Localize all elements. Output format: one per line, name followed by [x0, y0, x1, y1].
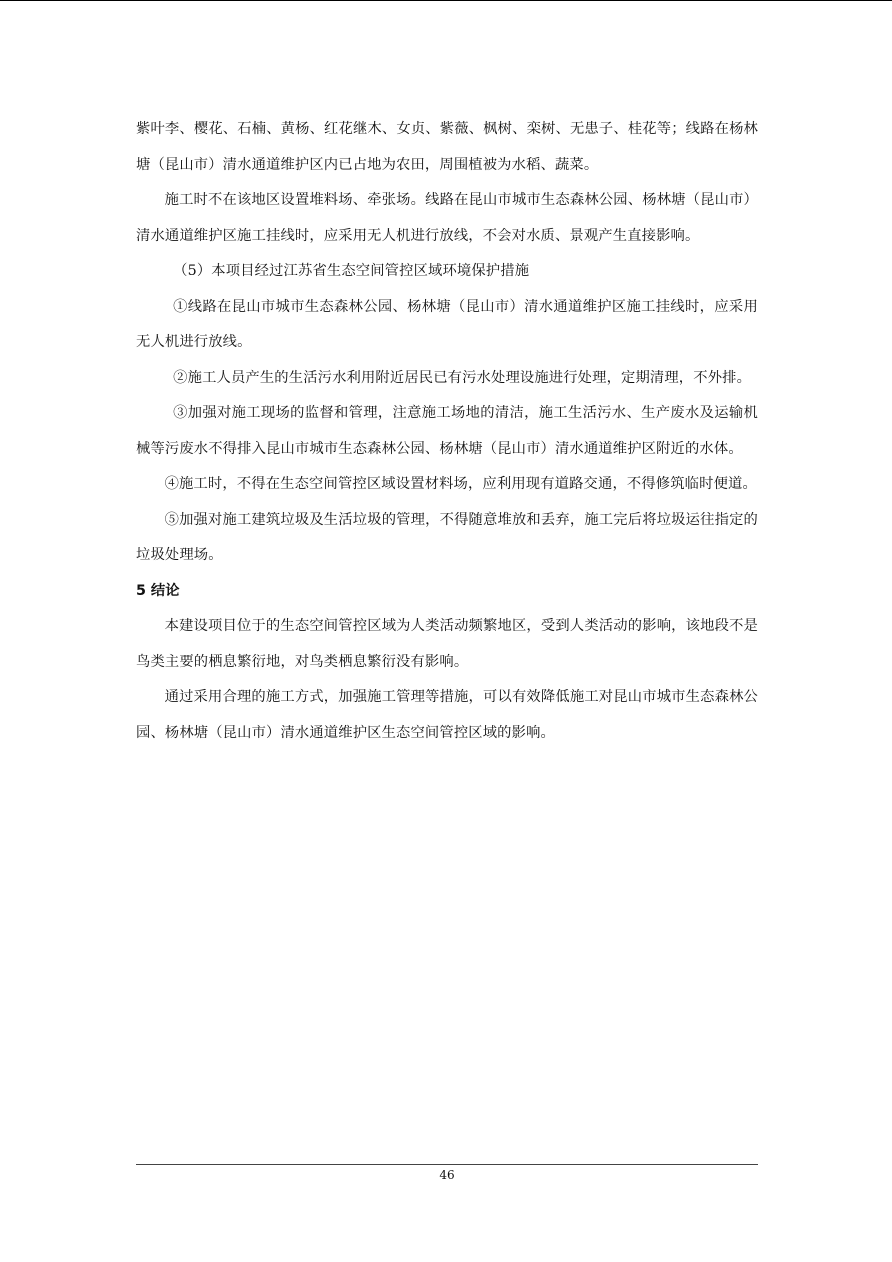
- paragraph-plant-species: 紫叶李、樱花、石楠、黄杨、红花继木、女贞、紫薇、枫树、栾树、无患子、桂花等；线路在杨林塘（昆山市）清水通道维护区内已占地为农田，周围植被为水稻、蔬菜。: [136, 121, 758, 173]
- paragraph-measure-4: ④施工时，不得在生态空间管控区域设置材料场，应利用现有道路交通，不得修筑临时便道。: [164, 476, 757, 492]
- section-heading-conclusion: 5 结论: [136, 582, 180, 599]
- paragraph-measure-1: ①线路在昆山市城市生态森林公园、杨林塘（昆山市）清水通道维护区施工挂线时，应采用无人机进行放线。: [136, 298, 758, 350]
- footer-divider: [136, 1164, 758, 1165]
- paragraph-construction-setup: 施工时不在该地区设置堆料场、牵张场。线路在昆山市城市生态森林公园、杨林塘（昆山市）清水通道维护区施工挂线时，应采用无人机进行放线，不会对水质、景观产生直接影响。: [136, 192, 758, 244]
- page-number: 46: [439, 1168, 455, 1182]
- paragraph-measure-5: ⑤加强对施工建筑垃圾及生活垃圾的管理，不得随意堆放和丢弃，施工完后将垃圾运往指定的垃圾处理场。: [136, 511, 758, 563]
- paragraph-measure-3: ③加强对施工现场的监督和管理，注意施工场地的清洁，施工生活污水、生产废水及运输机械等污废水不得排入昆山市城市生态森林公园、杨林塘（昆山市）清水通道维护区附近的水体。: [136, 405, 758, 457]
- paragraph-measure-2: ②施工人员产生的生活污水利用附近居民已有污水处理设施进行处理，定期清理，不外排。: [173, 369, 752, 386]
- paragraph-protection-measures-title: （5）本项目经过江苏省生态空间管控区域环境保护措施: [173, 263, 530, 279]
- paragraph-conclusion-1: 本建设项目位于的生态空间管控区域为人类活动频繁地区，受到人类活动的影响，该地段不是鸟类主要的栖息繁衍地，对鸟类栖息繁衍没有影响。: [136, 618, 758, 670]
- document-body: [136, 112, 758, 751]
- paragraph-conclusion-2: 通过采用合理的施工方式，加强施工管理等措施，可以有效降低施工对昆山市城市生态森林公园、杨林塘（昆山市）清水通道维护区生态空间管控区域的影响。: [136, 689, 758, 741]
- page-top-border: [0, 0, 892, 1]
